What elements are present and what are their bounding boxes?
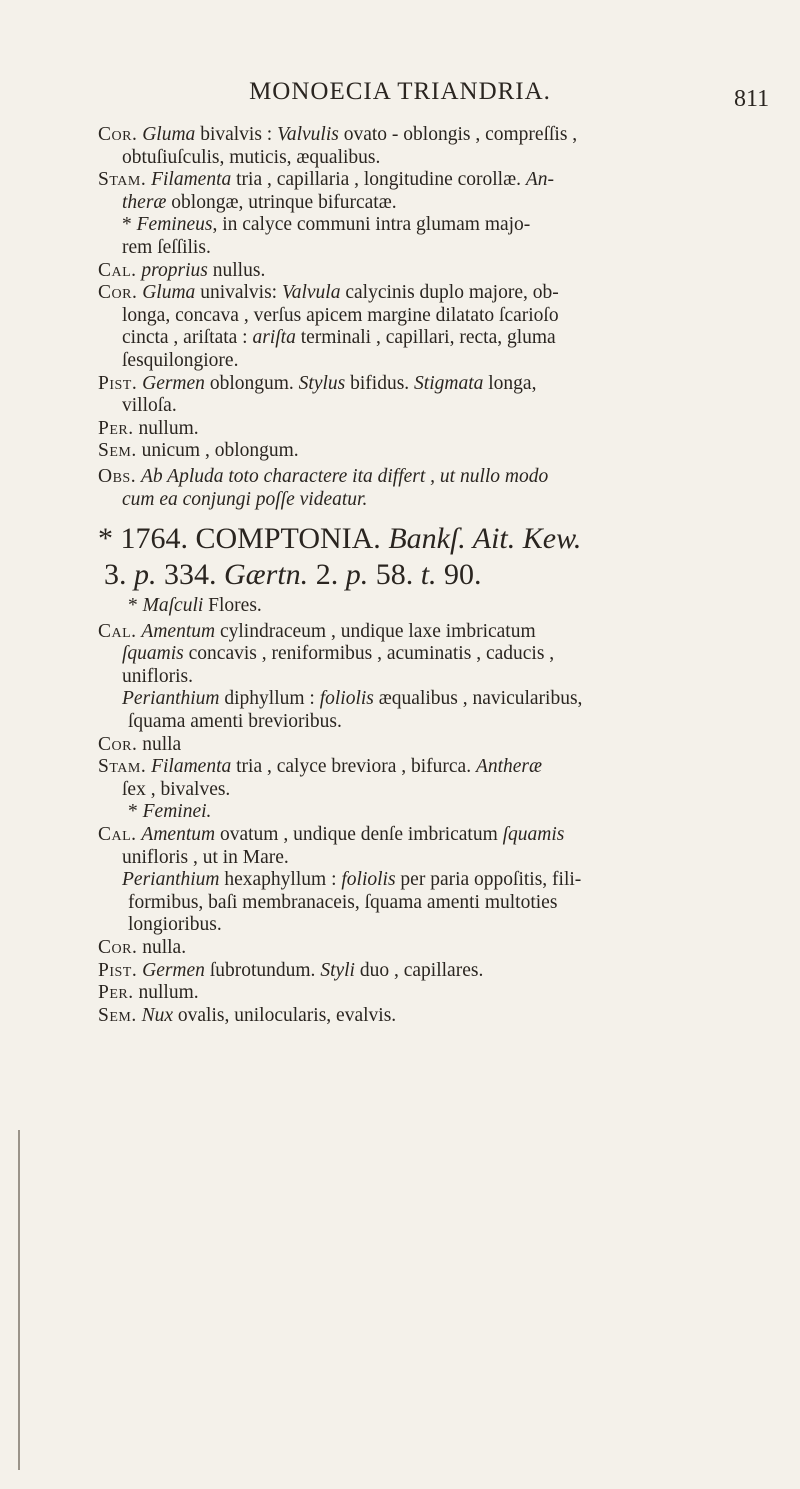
label-sem: Sem.	[98, 440, 137, 462]
label-pist: Pist.	[98, 959, 138, 981]
term: Germen	[142, 372, 205, 394]
text-line: obtuſiuſculis, muticis, æqualibus.	[122, 146, 381, 168]
text-line	[98, 192, 768, 215]
text-run: æqualibus , navicularibus,	[373, 688, 583, 710]
text-run: ovalis, unilocularis, evalvis.	[173, 1004, 397, 1026]
label-cor: Cor.	[98, 282, 138, 304]
text-run: ovatum , undique denſe imbricatum	[215, 824, 503, 846]
text-run: nulla	[137, 733, 182, 755]
text-line: unifloris , ut in Mare.	[122, 846, 289, 868]
text-line: villoſa.	[122, 395, 177, 417]
text-run: cylindraceum , undique laxe imbricatum	[215, 620, 536, 642]
text-line	[98, 466, 768, 489]
text-line	[98, 982, 768, 1005]
term: Valvula	[281, 282, 341, 304]
observation: Ab Apluda toto charactere ita differt , ut nullo modo	[140, 465, 549, 487]
text-line: unifloris.	[122, 665, 193, 687]
label-cal: Cal.	[98, 824, 137, 846]
text-run: longa,	[483, 372, 537, 394]
label-cor: Cor.	[98, 733, 138, 755]
text-line	[98, 489, 768, 512]
text-line	[98, 214, 768, 237]
genus-heading	[98, 521, 768, 557]
term: Perianthium	[122, 688, 220, 710]
text-run: tria , calyce breviora , bifurca.	[231, 756, 476, 778]
text-run: univalvis:	[195, 282, 282, 304]
text-run: bifidus.	[345, 372, 415, 394]
text-run: cincta , ariſtata :	[122, 327, 253, 349]
text-run: diphyllum :	[219, 688, 320, 710]
term: Gærtn.	[224, 558, 309, 592]
subheading-masculi	[98, 595, 768, 618]
text-line: formibus, baſi membranaceis, ſquama amenti multoties	[128, 891, 558, 913]
text-line	[98, 260, 768, 283]
text-line	[98, 643, 768, 666]
text-line: longioribus.	[128, 914, 222, 936]
binding-edge	[18, 1130, 20, 1470]
label-sem: Sem.	[98, 1004, 137, 1026]
text-run: nulla.	[137, 937, 187, 958]
label-stam: Stam.	[98, 756, 147, 778]
term: Germen	[142, 959, 205, 981]
text-line	[98, 418, 768, 441]
text-line: ſex , bivalves.	[122, 778, 231, 800]
text-line	[98, 373, 768, 396]
term: Amentum	[141, 824, 216, 846]
text-line: rem ſeſſilis.	[122, 236, 211, 258]
term: Femineus	[136, 214, 213, 236]
term: ariſta	[252, 327, 296, 349]
term: Filamenta	[151, 756, 232, 778]
term: p.	[345, 558, 369, 592]
text-line	[98, 756, 768, 779]
term: Valvulis	[277, 124, 339, 145]
text-run: concavis , reniformibus , acuminatis , caducis ,	[183, 643, 555, 665]
label-per: Per.	[98, 417, 134, 439]
text-run: hexaphyllum :	[219, 869, 342, 891]
term: ſquamis	[502, 824, 565, 846]
text-run: 3.	[104, 558, 134, 592]
label-obs: Obs.	[98, 465, 137, 487]
text-line	[98, 621, 768, 644]
text-run: 58.	[368, 558, 421, 592]
text-run: 334.	[156, 558, 224, 592]
text-run: nullum.	[133, 982, 199, 1004]
text-line	[98, 124, 768, 147]
label-cor: Cor.	[98, 937, 138, 958]
text-line	[98, 688, 768, 711]
term: foliolis	[319, 688, 374, 710]
text-run: 90.	[436, 558, 482, 592]
text-line: longa, concava , verſus apicem margine dilatato ſcarioſo	[122, 304, 559, 326]
text-run: calycinis duplo majore, ob-	[340, 282, 559, 304]
term: Gluma	[142, 282, 196, 304]
text-line	[98, 869, 768, 892]
text-line	[98, 960, 768, 983]
text-run: unicum , oblongum.	[136, 440, 299, 462]
label-cal: Cal.	[98, 259, 137, 281]
label-pist: Pist.	[98, 372, 138, 394]
text-run: 2.	[308, 558, 346, 592]
term: Nux	[141, 1004, 174, 1026]
term: Styli	[320, 959, 355, 981]
text-line	[98, 440, 768, 463]
text-run: , in calyce communi intra glumam majo-	[212, 214, 531, 236]
term: Filamenta	[151, 169, 232, 191]
term: Perianthium	[122, 869, 220, 891]
text-run: bivalvis :	[195, 124, 278, 145]
label-cal: Cal.	[98, 620, 137, 642]
text-run: nullum.	[133, 417, 199, 439]
text-run: oblongum.	[204, 372, 299, 394]
term: proprius	[141, 259, 208, 281]
asterisk: *	[128, 595, 143, 617]
text-line	[98, 734, 768, 757]
text-line	[98, 937, 768, 960]
term: t.	[420, 558, 437, 592]
term: An-	[525, 169, 554, 191]
term: Amentum	[141, 620, 216, 642]
term: Gluma	[142, 124, 196, 145]
term: Stylus	[298, 372, 346, 394]
observation: cum ea conjungi poſſe videatur.	[122, 488, 368, 510]
text-line	[98, 327, 768, 350]
text-run: ſubrotundum.	[204, 959, 321, 981]
genus-number-name: * 1764. COMPTONIA.	[98, 522, 389, 556]
asterisk: *	[128, 801, 143, 823]
text-run: oblongæ, utrinque bifurcatæ.	[166, 191, 397, 213]
label-per: Per.	[98, 982, 134, 1004]
text-run: Flores.	[203, 595, 262, 617]
genus-reference: Bankſ. Ait. Kew.	[388, 522, 582, 556]
term: theræ	[122, 191, 167, 213]
genus-reference-line	[98, 557, 768, 593]
text-run: ovato - oblongis , compreſſis ,	[338, 124, 578, 145]
page-number: 811	[734, 86, 770, 112]
term: Feminei.	[142, 801, 212, 823]
term: p.	[134, 558, 157, 592]
text-run: nullus.	[207, 259, 266, 281]
text-run: per paria oppoſitis, fili-	[395, 869, 582, 891]
term: Antheræ	[475, 756, 543, 778]
term: Maſculi	[142, 595, 204, 617]
term: ſquamis	[122, 643, 184, 665]
text-line: ſesquilongiore.	[122, 349, 239, 371]
body-text	[98, 124, 768, 1027]
text-line	[98, 169, 768, 192]
text-line	[98, 801, 768, 824]
text-line: ſquama amenti brevioribus.	[128, 711, 342, 733]
label-stam: Stam.	[98, 169, 147, 191]
text-run: duo , capillares.	[354, 959, 484, 981]
text-run: tria , capillaria , longitudine corollæ.	[231, 169, 526, 191]
running-head: MONOECIA TRIANDRIA.	[249, 78, 551, 105]
text-line	[98, 1005, 768, 1028]
asterisk: *	[122, 214, 137, 236]
text-line	[98, 824, 768, 847]
text-run: terminali , capillari, recta, gluma	[295, 327, 556, 349]
label-cor: Cor.	[98, 124, 138, 145]
text-line	[98, 282, 768, 305]
term: Stigmata	[414, 372, 484, 394]
term: foliolis	[341, 869, 396, 891]
